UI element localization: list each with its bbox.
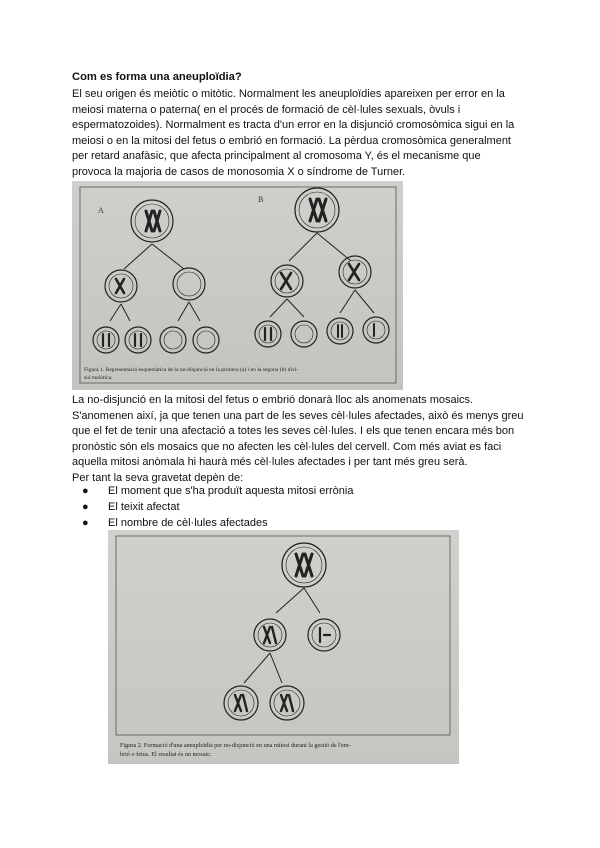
division-arrows-2 [244,653,282,683]
mosaic-paragraph [72,393,532,487]
division-arrows-2 [110,302,200,321]
division-arrows [289,233,351,261]
panel-a-label: A [98,206,104,215]
bullet-icon: ● [82,485,89,497]
figure-1-caption-line2: sió meiòtica. [84,375,113,381]
daughter-cell [270,686,304,720]
text-line: pronòstic són els mosaics que no afecten les cèl·lules del cervell. Com més aviat es faci [72,440,502,453]
text-line: Per tant la seva gravetat depèn de: [72,471,244,484]
figure-1-diagram [72,181,403,390]
panel-a [93,200,219,353]
text-line: El seu origen és meiòtic o mitòtic. Normalment les aneuploïdies apareixen per error en la [72,88,505,100]
text-line: S'anomenen així, ja que tenen una part de les seves cèl·lules afectades, això és menys greu [72,409,524,422]
bullet-icon: ● [82,516,89,529]
text-line: meiosi materna o paterna( en el procés de formació de cèl·lules sexuals, òvuls i [72,103,461,116]
figure-1-caption-line1: Figura 1. Representació esquemàtica de la no-disjunció en la primera (a) i en la segona (b) divi- [84,367,299,373]
panel-b [255,188,389,347]
text-line: La no-disjunció en la mitosi del fetus o embrió donarà lloc als anomenats mosaics. [72,394,474,406]
chromosome-pair [146,211,160,231]
figure-2-diagram [108,530,459,764]
empty-daughter-cell [173,268,205,300]
division-arrows-2 [270,290,374,317]
text-line: que el fet de tenir una afectació a totes les seves cèl·lules. I els que tenen encara més bon [72,425,515,438]
section-heading: Com es forma una aneuploïdia? [72,71,242,83]
bullet-icon: ● [82,500,89,513]
chromosome-pair [310,199,326,221]
parent-cell [295,188,339,232]
figure-2-caption-line2: brió o fetus. El resultat és un mosaic. [120,751,212,758]
figure-1-meiosis-nondisjunction [72,181,403,390]
text-line: per retard anafàsic, que afecta principalment al cromosoma Y, és el mecanisme que [72,150,481,163]
severity-factors-list [82,484,353,531]
text-line: aquella mitosi anòmala hi haurà més cèl·lules afectades i per tant més greu serà. [72,456,468,469]
chromosome-pair [296,554,312,576]
text-line: provoca la majoria de casos de monosomia X o síndrome de Turner. [72,165,406,178]
figure-frame [80,187,396,383]
daughter-cell [254,619,286,651]
division-arrows [124,244,184,269]
division-arrows [276,588,320,613]
nucleus [135,204,169,238]
figure-2-caption-line1: Figura 2. Formació d'una aneuploïdia per no-disjunció en una mitosi durant la gestió de l'em- [120,742,351,749]
panel-b-label: B [258,195,264,204]
list-item: ● El moment que s'ha produït aquesta mitosi errònia [82,484,353,500]
parent-cell [131,200,173,242]
list-item: ● El nombre de cèl·lules afectades [82,516,353,532]
parent-cell [282,543,326,587]
text-line: espermatozoides). Normalment es tracta d'un error en la disjunció cromosòmica sigui en la [72,119,515,132]
text-line: meiosi o en la mitosi del fetus o embrió en formació. La pèrdua cromosòmica generalment [72,134,511,147]
daughter-cell [224,686,258,720]
intro-paragraph [72,87,532,181]
list-item: ● El teixit afectat [82,500,353,516]
figure-2-mitosis-mosaic [108,530,459,764]
